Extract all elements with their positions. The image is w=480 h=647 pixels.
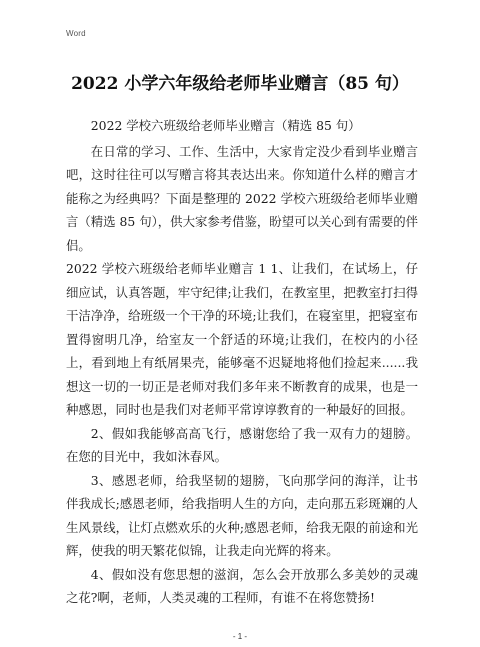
paragraph-item-1: 2022 学校六班级给老师毕业赠言 1 1、让我们，在试场上，仔细应试，认真答题，牢守纪律;让我们，在教室里，把教室打扫得干洁净净，给班级一个干净的环境;让我们，在寝室里，把寝室布置得窗明几净，给室友一个舒适的环境;让我们，在校内的小径上，看到地上有纸屑果壳，能够毫不迟疑地将他们捡起来......我想这一切的一切正是老师对我们多年来不断教育的成果，也是一种感恩，同时也是我们对老师平常谆谆教育的一种最好的回报。 [66, 261, 418, 417]
paragraph-item-4: 4、假如没有您思想的滋润，怎么会开放那么多美妙的灵魂之花?啊，老师，人类灵魂的工程师，有谁不在将您赞扬! [66, 566, 418, 605]
header-app-label: Word [66, 29, 86, 38]
paragraph-item-3: 3、感恩老师，给我坚韧的翅膀，飞向那学问的海洋，让书伴我成长;感恩老师，给我指明人生的方向，走向那五彩斑斓的人生风景线，让灯点燃欢乐的火种;感恩老师，给我无限的前途和光辉，使我的明天繁花似锦，让我走向光辉的将来。 [66, 472, 418, 558]
page-number: - 1 - [232, 632, 248, 641]
document-title: 2022 小学六年级给老师毕业赠言（85 句） [71, 74, 409, 94]
paragraph-item-2: 2、假如我能够高高飞行，感谢您给了我一双有力的翅膀。在您的目光中，我如沐春风。 [66, 425, 418, 464]
document-body [66, 114, 418, 610]
paragraph-intro: 在日常的学习、工作、生活中，大家肯定没少看到毕业赠言吧，这时往往可以写赠言将其表达出来。你知道什么样的赠言才能称之为经典吗？下面是整理的 2022 学校六班级给老师毕业赠言（精选 85 句），供大家参考借鉴，盼望可以关心到有需要的伴侣。 [66, 143, 418, 253]
paragraph-subtitle: 2022 学校六班级给老师毕业赠言（精选 85 句） [90, 118, 361, 133]
